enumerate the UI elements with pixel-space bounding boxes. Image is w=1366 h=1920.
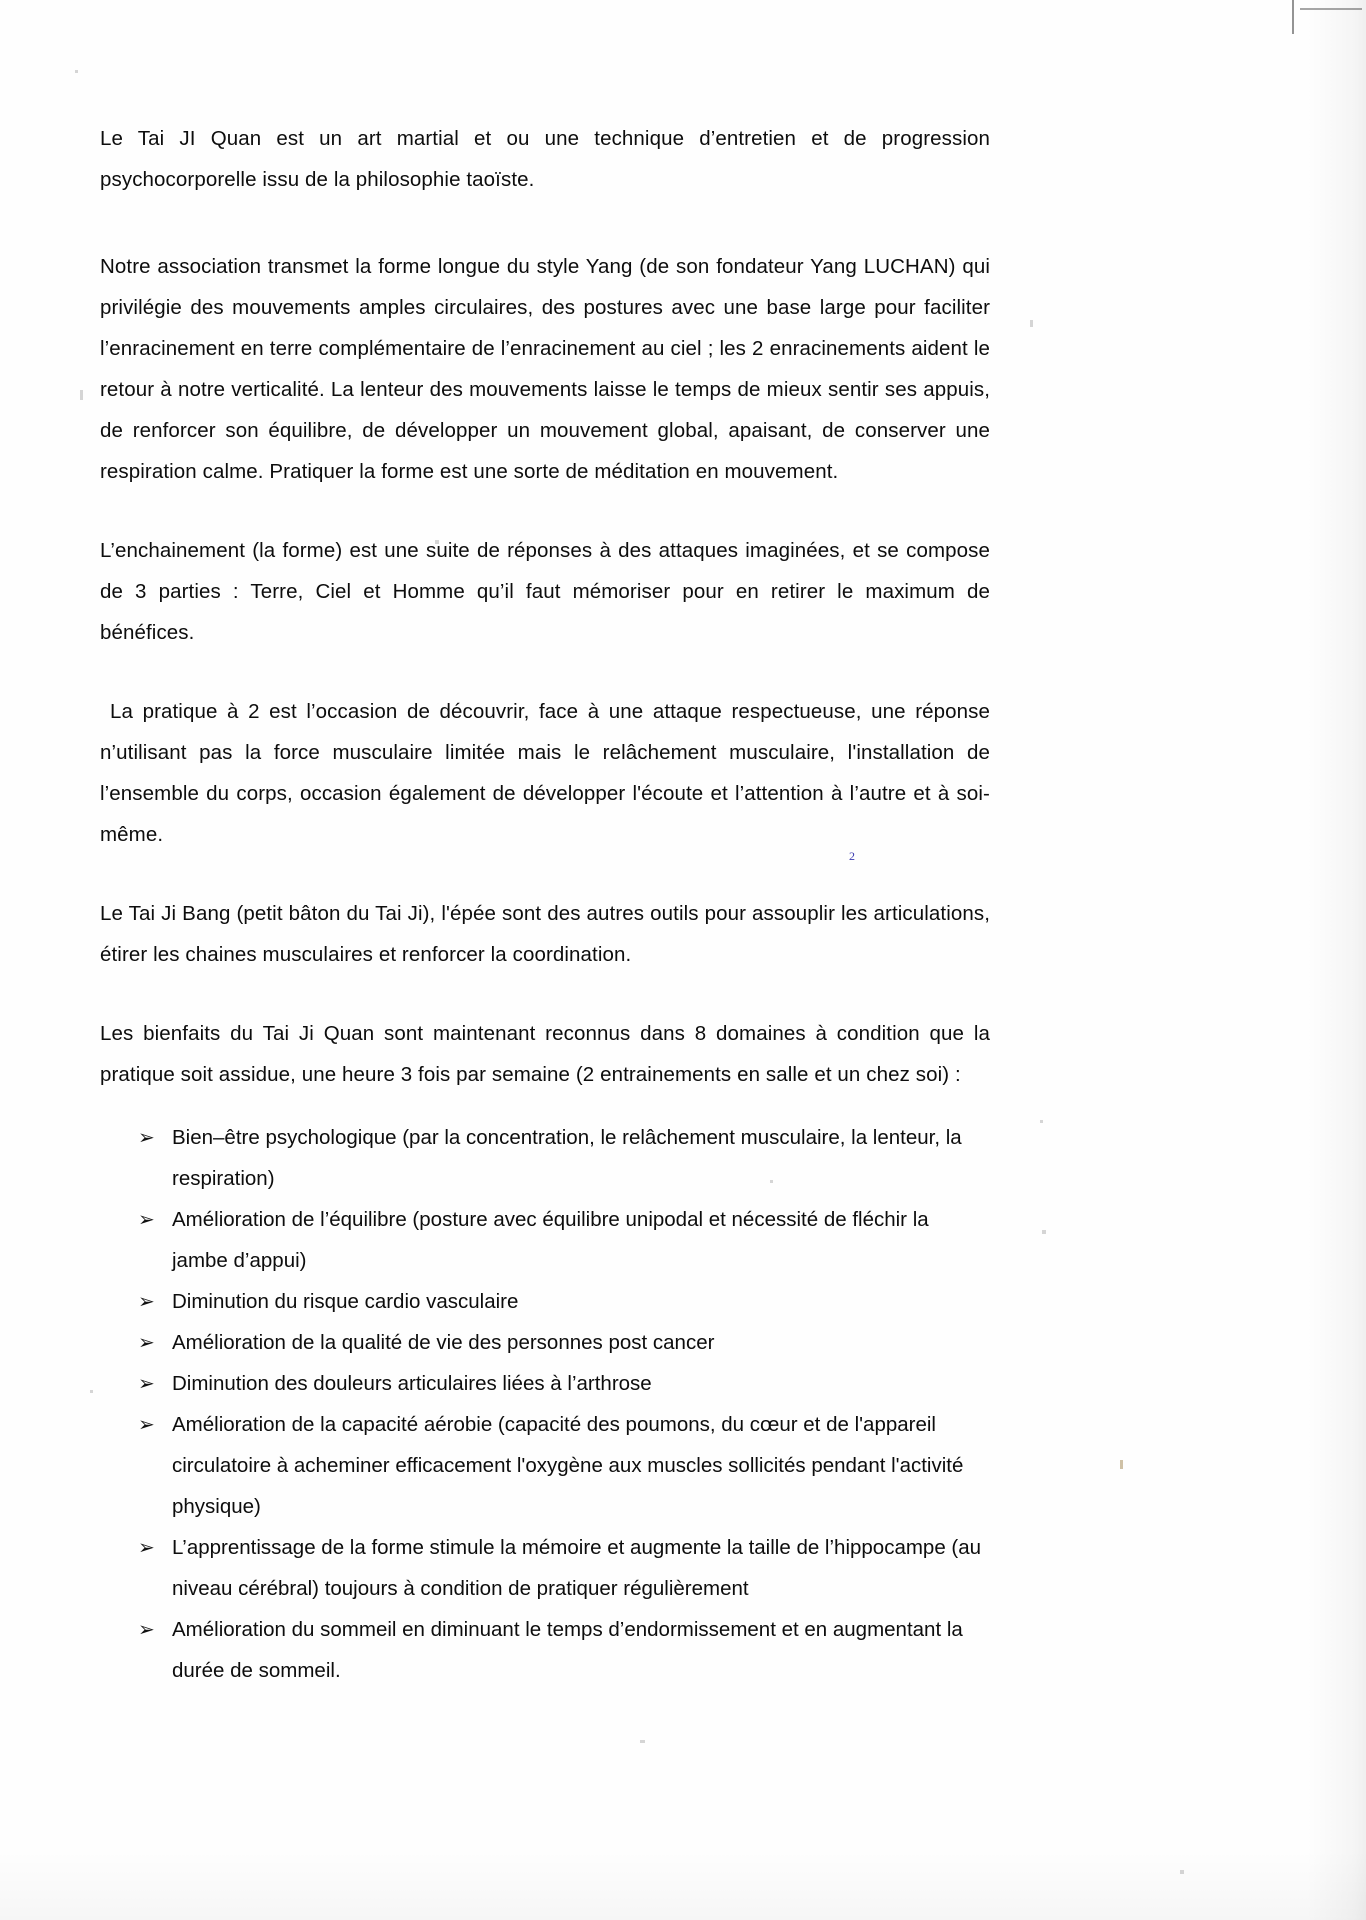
list-item [100,1404,990,1527]
scan-artifact [1030,320,1033,327]
scan-artifact [1300,8,1362,10]
list-item-label: Diminution du risque cardio vasculaire [172,1290,519,1313]
arrow-bullet-icon: ➢ [138,1412,155,1436]
list-item [100,1609,990,1691]
scan-artifact [1120,1460,1123,1469]
paragraph-pratique-a-2: La pratique à 2 est l’occasion de découvrir, face à une attaque respectueuse, une réponse n’utilisant pas la force musculaire limitée mais le relâchement musculaire, l'installation de l’ensemble du corps, occasion également de développer l'écoute et l’attention à l’autre et à soi-même. [100,700,990,846]
paragraph-association: Notre association transmet la forme longue du style Yang (de son fondateur Yang LUCHAN) qui privilégie des mouvements amples circulaires, des postures avec une base large pour faciliter l’enracinement en terre complémentaire de l’enracinement au ciel ; les 2 enracinements aident le retour à notre verticalité. La lenteur des mouvements laisse le temps de mieux sentir ses appuis, de renforcer son équilibre, de développer un mouvement global, apaisant, de conserver une respiration calme. Pratiquer la forme est une sorte de méditation en mouvement. [100,255,990,483]
scan-artifact [1292,0,1294,34]
arrow-bullet-icon: ➢ [138,1207,155,1231]
list-item [100,1527,990,1609]
arrow-bullet-icon: ➢ [138,1535,155,1559]
scan-artifact [1042,1230,1046,1234]
scan-artifact [1040,1120,1043,1123]
paragraph-bienfaits-intro: Les bienfaits du Tai Ji Quan sont maintenant reconnus dans 8 domaines à condition que la pratique soit assidue, une heure 3 fois par semaine (2 entrainements en salle et un chez soi) : [100,1022,990,1086]
list-item [100,1199,990,1281]
list-item-label: Bien–être psychologique (par la concentration, le relâchement musculaire, la lenteur, la respiration) [172,1126,962,1190]
arrow-bullet-icon: ➢ [138,1330,155,1354]
list-item [100,1363,990,1404]
handwritten-superscript-mark: 2 [849,849,855,863]
scan-artifact [640,1740,645,1743]
paragraph-intro: Le Tai JI Quan est un art martial et ou une technique d’entretien et de progression psychocorporelle issu de la philosophie taoïste. [100,127,990,191]
list-item-label: Amélioration de la capacité aérobie (capacité des poumons, du cœur et de l'appareil circulatoire à acheminer efficacement l'oxygène aux muscles sollicités pendant l'activité physique) [172,1413,964,1518]
document-body [100,118,990,1691]
list-item-label: Amélioration du sommeil en diminuant le temps d’endormissement et en augmentant la durée de sommeil. [172,1618,963,1682]
benefits-list [100,1117,990,1691]
scan-artifact [90,1390,93,1393]
list-item-label: L’apprentissage de la forme stimule la mémoire et augmente la taille de l’hippocampe (au niveau cérébral) toujours à condition de pratiquer régulièrement [172,1536,982,1600]
scan-shadow-right [1306,0,1366,1920]
scan-artifact [1180,1870,1184,1874]
paragraph-enchainement: L’enchainement (la forme) est une suite de réponses à des attaques imaginées, et se compose de 3 parties : Terre, Ciel et Homme qu’il faut mémoriser pour en retirer le maximum de bénéfices. [100,539,990,644]
list-item-label: Diminution des douleurs articulaires liées à l’arthrose [172,1372,652,1395]
list-item-label: Amélioration de l’équilibre (posture avec équilibre unipodal et nécessité de fléchir la jambe d’appui) [172,1208,929,1272]
scan-shadow-bottom [0,1850,1366,1920]
arrow-bullet-icon: ➢ [138,1289,155,1313]
paragraph-tai-ji-bang: Le Tai Ji Bang (petit bâton du Tai Ji), l'épée sont des autres outils pour assouplir les articulations, étirer les chaines musculaires et renforcer la coordination. [100,902,990,966]
arrow-bullet-icon: ➢ [138,1617,155,1641]
arrow-bullet-icon: ➢ [138,1371,155,1395]
list-item-label: Amélioration de la qualité de vie des personnes post cancer [172,1331,715,1354]
arrow-bullet-icon: ➢ [138,1125,155,1149]
scan-artifact [75,70,78,73]
scan-artifact [80,390,83,400]
list-item [100,1117,990,1199]
list-item [100,1281,990,1322]
list-item [100,1322,990,1363]
